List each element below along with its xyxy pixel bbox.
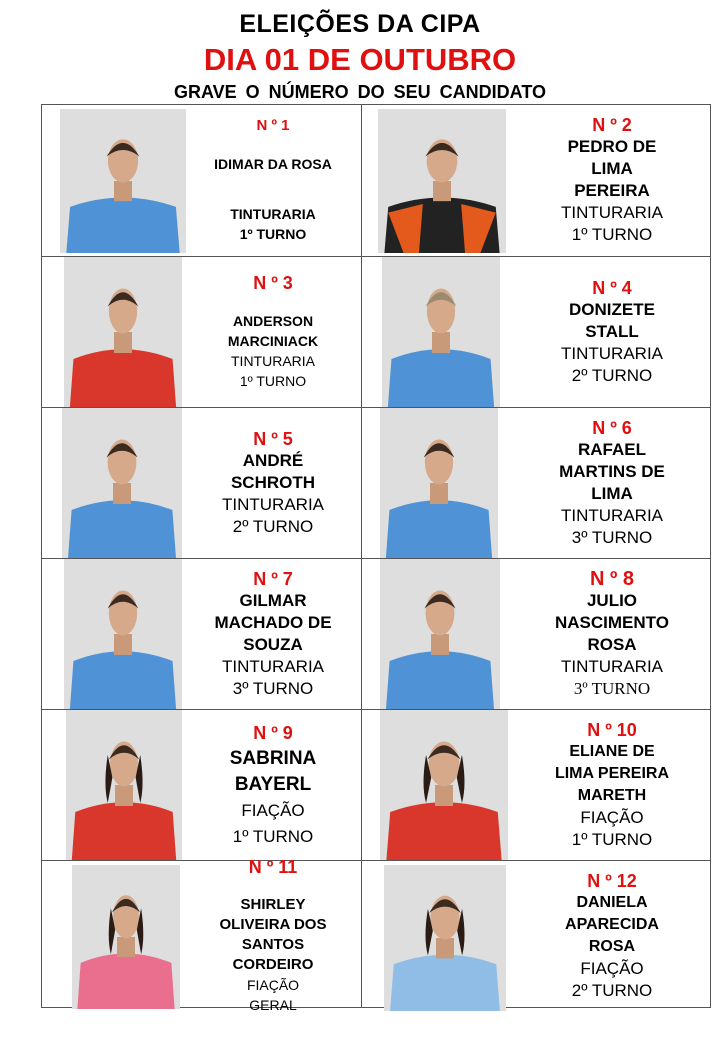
candidates-table [41,104,711,1013]
candidate-shift: GERAL [249,997,297,1013]
candidate-department: TINTURARIA [230,206,316,222]
candidate-photo [62,408,182,558]
candidate-photo [384,865,506,1011]
candidate-photo [382,257,500,407]
candidate-name-line: MARTINS DE [559,462,665,481]
page-title: ELEIÇÕES DA CIPA [239,10,481,38]
candidate-number: N º 2 [592,115,632,135]
candidate-shift: 2º TURNO [232,517,314,536]
candidate-info [522,105,702,255]
person-portrait-icon [60,109,186,253]
candidate-number: N º 3 [253,273,293,293]
candidate-name-line: SABRINA [229,748,317,769]
candidate-info [522,710,702,860]
candidate-info [522,559,702,709]
candidate-number: N º 11 [248,857,298,877]
candidate-info [202,257,344,407]
candidate-shift: 1º TURNO [239,226,307,242]
candidate-shift: 1º TURNO [232,827,314,846]
candidate-photo [378,109,506,253]
candidate-row [42,857,710,1013]
candidate-photo [380,710,508,860]
candidate-shift: 3º TURNO [573,679,651,698]
candidate-name-line: SHIRLEY [240,896,306,913]
candidate-number: N º 5 [253,429,293,449]
candidate-info [522,861,702,1011]
candidate-name-line: SOUZA [243,635,303,654]
candidate-name-line: LIMA [591,159,633,178]
candidate-name-line: JULIO [586,591,638,610]
candidate-shift: 2º TURNO [571,981,653,1000]
candidate-name-line: SCHROTH [230,473,316,492]
candidate-shift: 3º TURNO [571,528,653,547]
person-portrait-icon [380,710,508,860]
person-portrait-icon [66,710,182,860]
candidate-info [202,857,344,1013]
candidate-name-line: PEDRO DE [567,137,657,156]
candidate-name-line: ROSA [587,635,637,654]
candidate-department: TINTURARIA [561,506,663,525]
candidate-name-line: NASCIMENTO [555,613,669,632]
candidate-number: N º 1 [256,117,290,134]
candidate-row [42,709,710,860]
candidate-name-line: DONIZETE [569,300,655,319]
person-portrait-icon [72,865,180,1009]
candidate-info [202,105,344,255]
candidate-name-line: ELIANE DE [569,743,655,760]
candidate-name-line: LIMA PEREIRA [554,765,670,782]
candidate-department: FIAÇÃO [246,977,300,993]
election-date: DIA 01 DE OUTUBRO [203,42,517,77]
candidate-name-line: CORDEIRO [232,956,314,973]
candidate-info [522,408,702,558]
candidate-photo [60,109,186,253]
candidate-name-line: OLIVEIRA DOS [219,916,327,933]
person-portrait-icon [380,559,500,709]
candidate-name-line: RAFAEL [578,440,646,459]
candidate-name-line: ANDERSON [232,313,314,329]
person-portrait-icon [382,257,500,407]
person-portrait-icon [384,865,506,1011]
candidate-department: TINTURARIA [231,353,315,369]
candidate-info [522,257,702,407]
candidate-info [202,408,344,558]
candidate-photo [64,559,182,709]
candidate-number: N º 12 [587,871,637,891]
candidate-department: FIAÇÃO [580,808,644,827]
candidate-name-line: DANIELA [576,894,648,911]
candidate-name-line: APARECIDA [565,916,659,933]
candidate-shift: 1º TURNO [571,830,653,849]
candidate-row [42,407,710,558]
candidate-row [42,256,710,407]
candidate-photo [66,710,182,860]
candidate-name-line: STALL [585,322,639,341]
candidate-number: N º 6 [592,418,632,438]
candidate-row [42,558,710,709]
candidate-number: N º 7 [253,569,293,589]
candidate-name-line: BAYERL [234,774,312,795]
candidate-department: FIAÇÃO [580,959,644,978]
candidate-shift: 1º TURNO [571,225,653,244]
candidate-info [202,710,344,860]
candidate-shift: 1º TURNO [239,373,307,389]
candidate-name-line: MARCINIACK [227,333,319,349]
candidate-name-line: MACHADO DE [214,613,332,632]
person-portrait-icon [64,559,182,709]
candidate-photo [72,865,180,1009]
person-portrait-icon [62,408,182,558]
person-portrait-icon [378,109,506,253]
candidate-info [202,559,344,709]
instruction-text: GRAVE O NÚMERO DO SEU CANDIDATO [173,82,547,102]
candidate-department: FIAÇÃO [241,801,305,820]
candidate-photo [380,408,498,558]
candidate-department: TINTURARIA [222,657,324,676]
candidate-name-line: SANTOS [241,936,305,953]
candidate-number: N º 9 [253,723,293,743]
candidate-department: TINTURARIA [561,657,663,676]
candidate-photo [64,257,182,407]
candidate-department: TINTURARIA [222,495,324,514]
candidate-name-line: MARETH [577,787,647,804]
candidate-number: N º 8 [590,568,634,590]
candidate-number: N º 4 [592,278,632,298]
candidate-department: TINTURARIA [561,203,663,222]
candidate-name-line: IDIMAR DA ROSA [214,156,332,172]
person-portrait-icon [64,257,182,407]
candidate-name-line: ANDRÉ [242,451,304,470]
candidate-shift: 2º TURNO [571,366,653,385]
candidate-number: N º 10 [587,720,637,740]
candidate-department: TINTURARIA [561,344,663,363]
candidate-shift: 3º TURNO [232,679,314,698]
candidate-photo [380,559,500,709]
candidate-name-line: LIMA [591,484,633,503]
candidate-row [42,105,710,256]
candidate-name-line: GILMAR [239,591,307,610]
candidate-name-line: ROSA [588,938,636,955]
candidate-name-line: PEREIRA [574,181,650,200]
person-portrait-icon [380,408,498,558]
